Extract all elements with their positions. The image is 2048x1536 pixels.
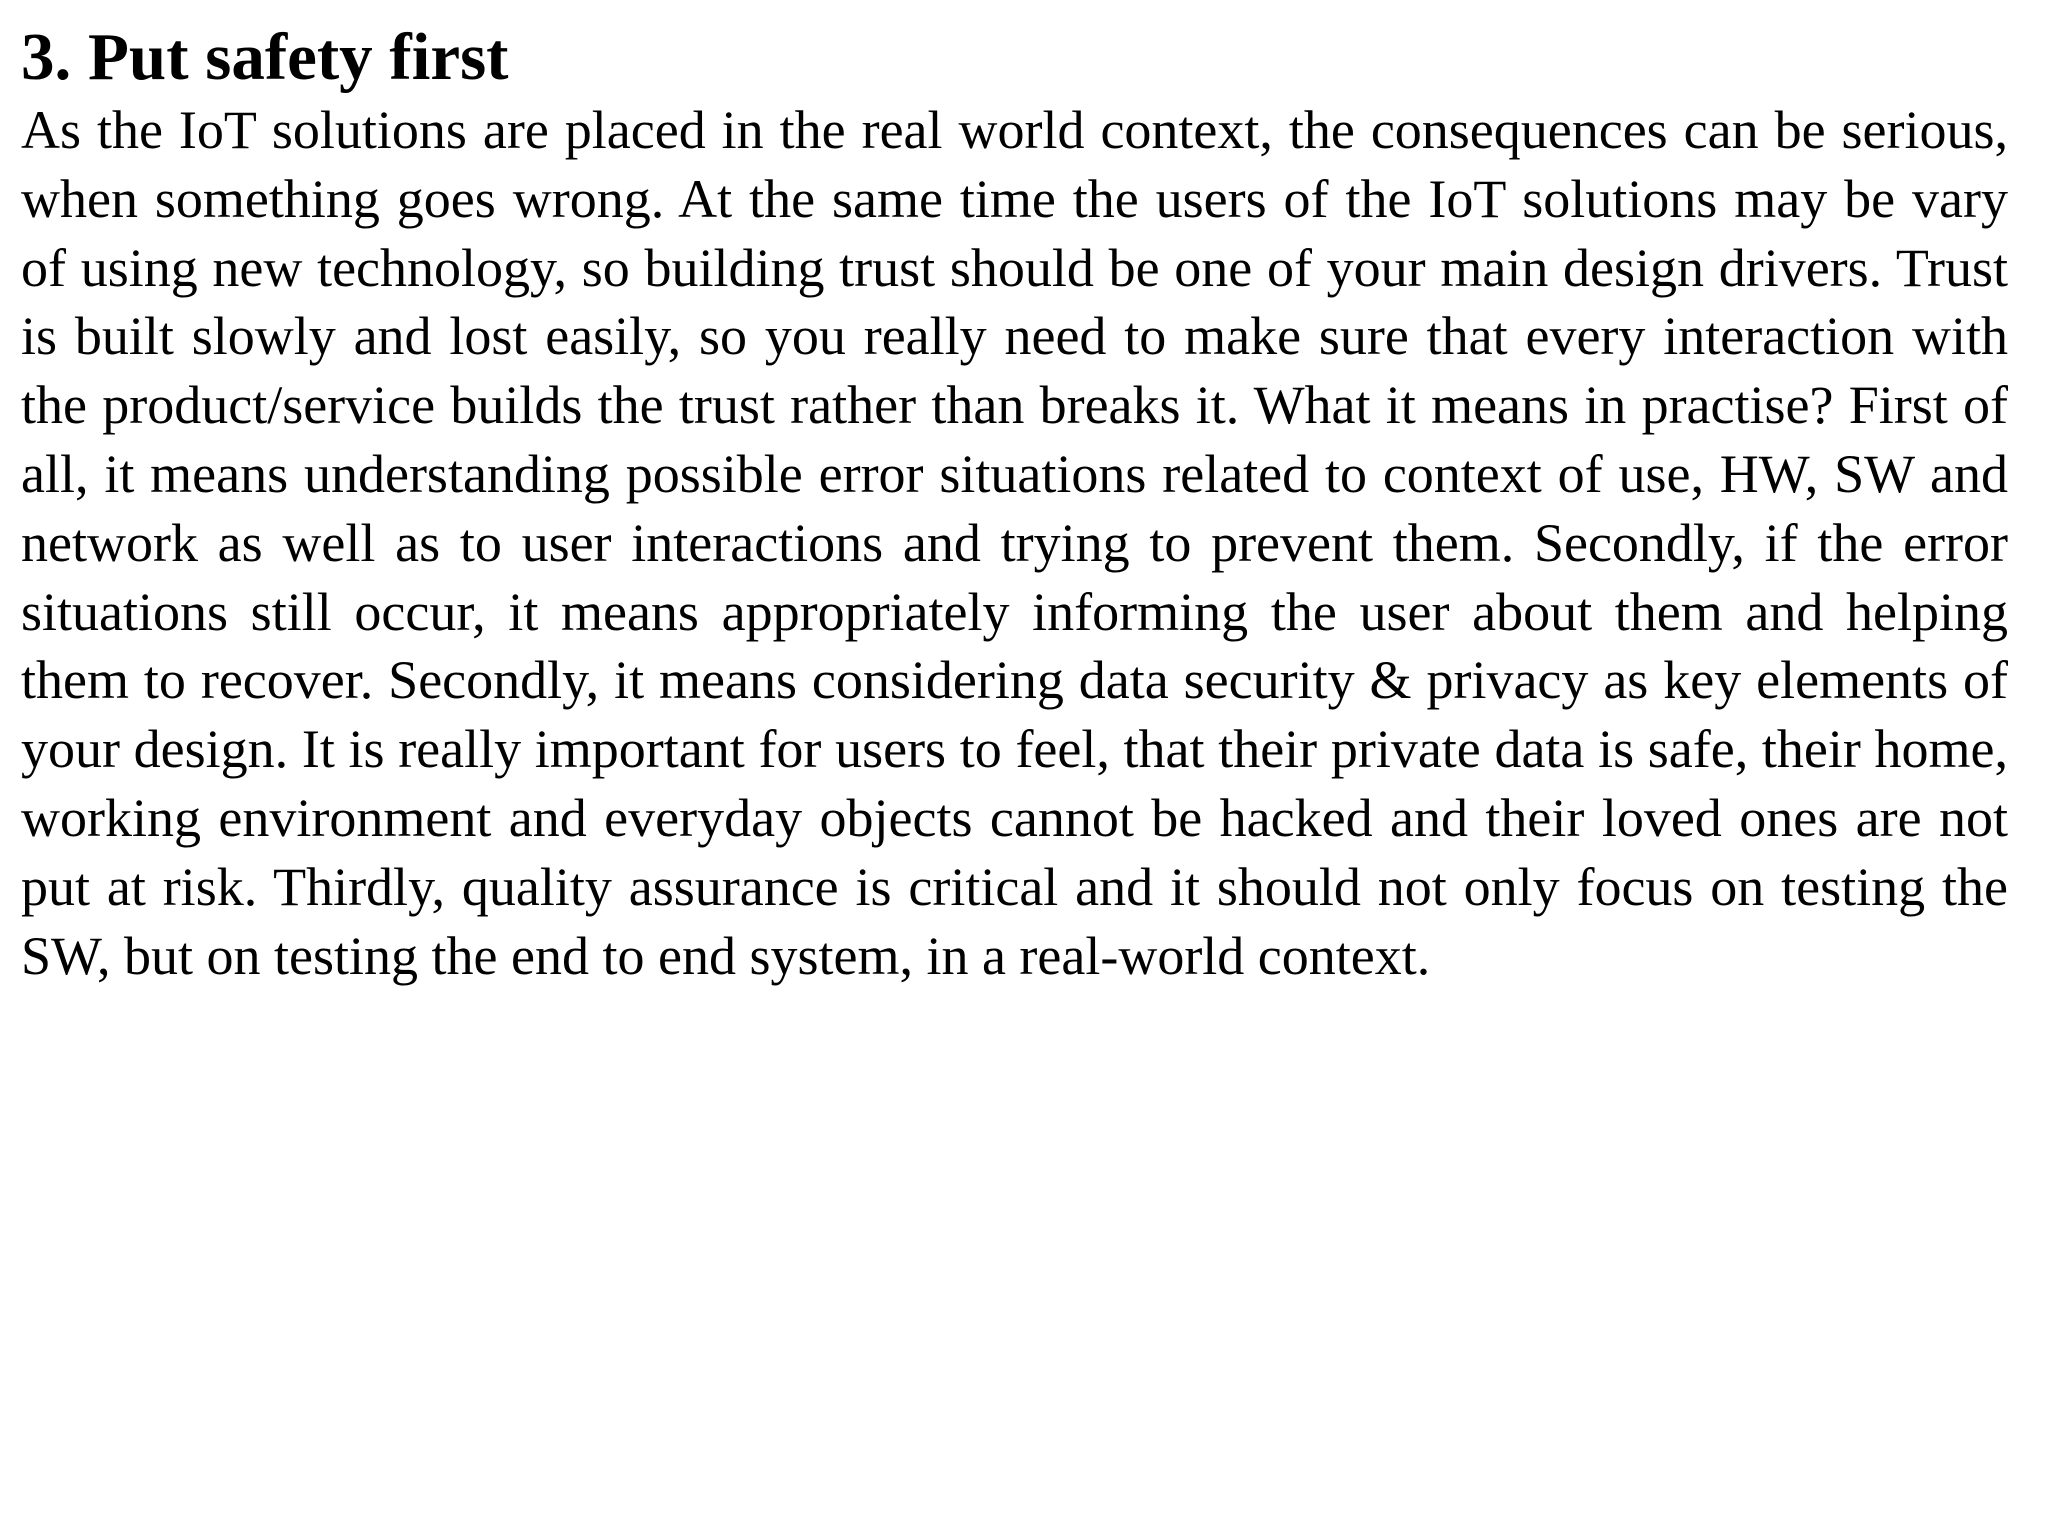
body-paragraph: As the IoT solutions are placed in the real world context, the consequences can be serious, when something goes wrong. At the same time the users of the IoT solutions may be vary of using new technology, so building trust should be one of your main design drivers. Trust is built slowly and lost easily, so you really need to make sure that every interaction with the product/service builds the trust rather than breaks it. What it means in practise? First of all, it means understanding possible error situations related to context of use, HW, SW and network as well as to user interactions and trying to prevent them. Secondly, if the error situations still occur, it means appropriately informing the user about them and helping them to recover. Secondly, it means considering data security & privacy as key elements of your design. It is really important for users to feel, that their private data is safe, their home, working environment and everyday objects cannot be hacked and their loved ones are not put at risk. Thirdly, quality assurance is critical and it should not only focus on testing the SW, but on testing the end to end system, in a real-world context.	[21, 100, 2008, 986]
section-heading: 3. Put safety first	[21, 20, 509, 94]
